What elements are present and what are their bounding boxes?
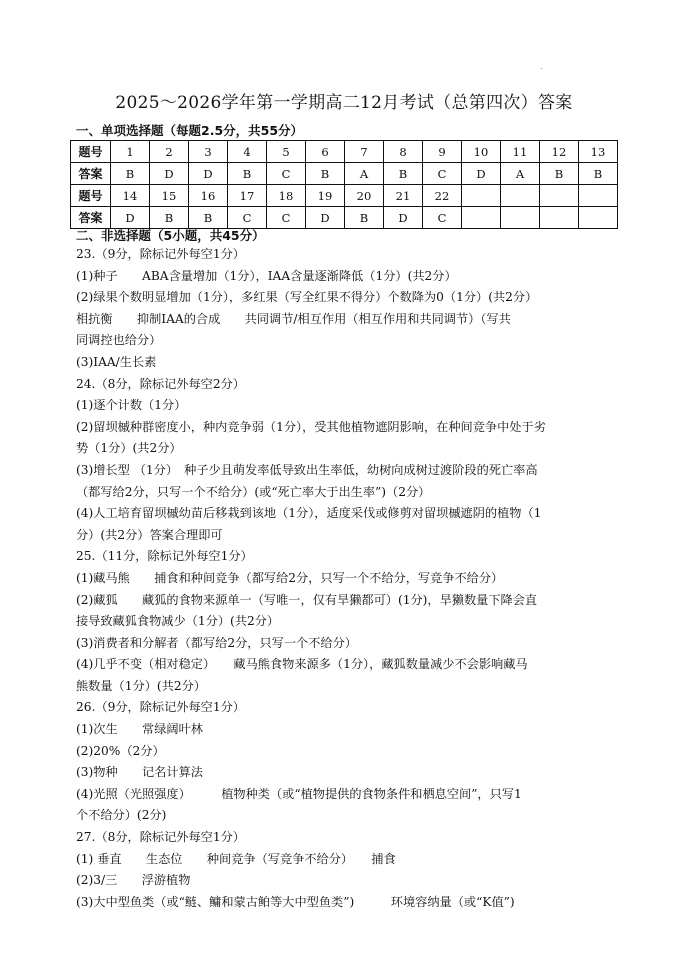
answer-line: (1)藏马熊 捕食和种间竞争（都写给2分，只写一个不给分，写竞争不给分） xyxy=(76,570,504,585)
question-number: 2 xyxy=(150,141,189,163)
answer-line: (4)光照（光照强度） 植物种类（或“植物提供的食物条件和栖息空间”，只写1 xyxy=(76,786,522,801)
row-label-answer: 答案 xyxy=(71,207,111,229)
question-25-heading: 25.（11分，除标记外每空1分） xyxy=(76,549,253,564)
question-number: 19 xyxy=(306,185,345,207)
row-label-answer: 答案 xyxy=(71,163,111,185)
answer-line: (2)绿果个数明显增加（1分），多红果（写全红果不得分）个数降为0（1分）(共2分） xyxy=(76,290,538,305)
answer-cell xyxy=(462,207,501,229)
question-number: 3 xyxy=(189,141,228,163)
question-number: 1 xyxy=(111,141,150,163)
answer-line: 个不给分）(2分) xyxy=(76,808,167,823)
question-number: 13 xyxy=(579,141,618,163)
question-number: 14 xyxy=(111,185,150,207)
question-number: 12 xyxy=(540,141,579,163)
answer-cell: C xyxy=(423,207,462,229)
answer-line: (1) 垂直 生态位 种间竞争（写竞争不给分） 捕食 xyxy=(76,851,396,866)
question-number: 16 xyxy=(189,185,228,207)
question-number: 20 xyxy=(345,185,384,207)
section-1-title: 一、单项选择题（每题2.5分，共55分） xyxy=(76,123,304,138)
question-number xyxy=(579,185,618,207)
question-number xyxy=(540,185,579,207)
header-dot: . xyxy=(540,62,543,71)
answer-line: 熊数量（1分）(共2分） xyxy=(76,678,206,693)
question-number: 7 xyxy=(345,141,384,163)
question-number: 4 xyxy=(228,141,267,163)
answer-line: (3)物种 记名计算法 xyxy=(76,765,203,780)
answer-cell: D xyxy=(306,207,345,229)
question-number xyxy=(501,185,540,207)
answer-cell: B xyxy=(228,163,267,185)
answer-line: (4)人工培育留坝槭幼苗后移栽到该地（1分），适度采伐或修剪对留坝槭遮阴的植物（1 xyxy=(76,506,542,521)
answer-cell xyxy=(501,207,540,229)
answer-cell: C xyxy=(423,163,462,185)
question-number: 5 xyxy=(267,141,306,163)
question-26-heading: 26.（9分，除标记外每空1分） xyxy=(76,700,245,715)
answer-content xyxy=(76,244,624,913)
question-number: 8 xyxy=(384,141,423,163)
answer-cell: B xyxy=(579,163,618,185)
answer-line: 分）(共2分）答案合理即可 xyxy=(76,527,223,542)
question-number xyxy=(462,185,501,207)
answer-cell: B xyxy=(189,207,228,229)
answer-cell: D xyxy=(189,163,228,185)
answer-cell: B xyxy=(540,163,579,185)
answer-line: (2)3/三 浮游植物 xyxy=(76,873,191,888)
question-number: 9 xyxy=(423,141,462,163)
answer-cell: C xyxy=(267,163,306,185)
answer-cell: A xyxy=(501,163,540,185)
question-number: 15 xyxy=(150,185,189,207)
question-number: 6 xyxy=(306,141,345,163)
answer-line: 相抗衡 抑制IAA的合成 共同调节/相互作用（相互作用和共同调节）（写共 xyxy=(76,311,511,326)
answer-cell: B xyxy=(306,163,345,185)
question-number: 10 xyxy=(462,141,501,163)
answer-cell: B xyxy=(384,163,423,185)
row-label-number: 题号 xyxy=(71,141,111,163)
answer-cell: D xyxy=(384,207,423,229)
answer-line: (3)大中型鱼类（或“鲢、鳙和蒙古鲌等大中型鱼类”) 环境容纳量（或“K值”) xyxy=(76,894,515,909)
table-row-numbers-1 xyxy=(71,141,618,163)
question-number: 22 xyxy=(423,185,462,207)
question-number: 21 xyxy=(384,185,423,207)
answer-cell: D xyxy=(150,163,189,185)
answer-cell xyxy=(540,207,579,229)
question-number: 17 xyxy=(228,185,267,207)
answer-line: 势（1分）(共2分） xyxy=(76,441,182,456)
answer-cell: B xyxy=(111,163,150,185)
answer-line: (2)20%（2分） xyxy=(76,743,165,758)
question-27-heading: 27.（8分，除标记外每空1分） xyxy=(76,830,245,845)
answer-cell: B xyxy=(345,207,384,229)
answer-line: (1)逐个计数（1分） xyxy=(76,398,187,413)
answer-line: (3)消费者和分解者（都写给2分，只写一个不给分） xyxy=(76,635,357,650)
question-number: 18 xyxy=(267,185,306,207)
question-number: 11 xyxy=(501,141,540,163)
answer-line: (2)藏狐 藏狐的食物来源单一（写唯一，仅有旱獭都可）(1分)，旱獭数量下降会直 xyxy=(76,592,538,607)
answer-line: 同调控也给分） xyxy=(76,333,162,348)
answer-table xyxy=(70,140,618,229)
answer-line: (1)种子 ABA含量增加（1分），IAA含量逐渐降低（1分）(共2分） xyxy=(76,268,457,283)
page-title: 2025～2026学年第一学期高二12月考试（总第四次）答案 xyxy=(115,93,573,113)
answer-line: (3)增长型 （1分） 种子少且萌发率低导致出生率低，幼树向成树过渡阶段的死亡率高 xyxy=(76,462,538,477)
question-23-heading: 23.（9分，除标记外每空1分） xyxy=(76,247,245,261)
answer-cell: C xyxy=(228,207,267,229)
answer-cell: D xyxy=(462,163,501,185)
answer-line: （都写给2分，只写一个不给分）(或“死亡率大于出生率”)（2分） xyxy=(76,484,431,499)
answer-cell: D xyxy=(111,207,150,229)
answer-line: 接导致藏狐食物减少（1分）(共2分） xyxy=(76,614,280,629)
row-label-number: 题号 xyxy=(71,185,111,207)
table-row-answers-1 xyxy=(71,163,618,185)
answer-cell: A xyxy=(345,163,384,185)
answer-line: (3)IAA/生长素 xyxy=(76,354,157,369)
answer-line: (2)留坝槭种群密度小，种内竞争弱（1分），受其他植物遮阴影响，在种间竞争中处于劣 xyxy=(76,419,546,434)
answer-line: (4)几乎不变（相对稳定） 藏马熊食物来源多（1分），藏狐数量减少不会影响藏马 xyxy=(76,657,528,672)
question-24-heading: 24.（8分，除标记外每空2分） xyxy=(76,376,245,391)
answer-line: (1)次生 常绿阔叶林 xyxy=(76,722,203,737)
answer-cell xyxy=(579,207,618,229)
section-2-title: 二、非选择题（5小题，共45分） xyxy=(76,228,265,243)
answer-cell: C xyxy=(267,207,306,229)
answer-cell: B xyxy=(150,207,189,229)
table-row-numbers-2 xyxy=(71,185,618,207)
